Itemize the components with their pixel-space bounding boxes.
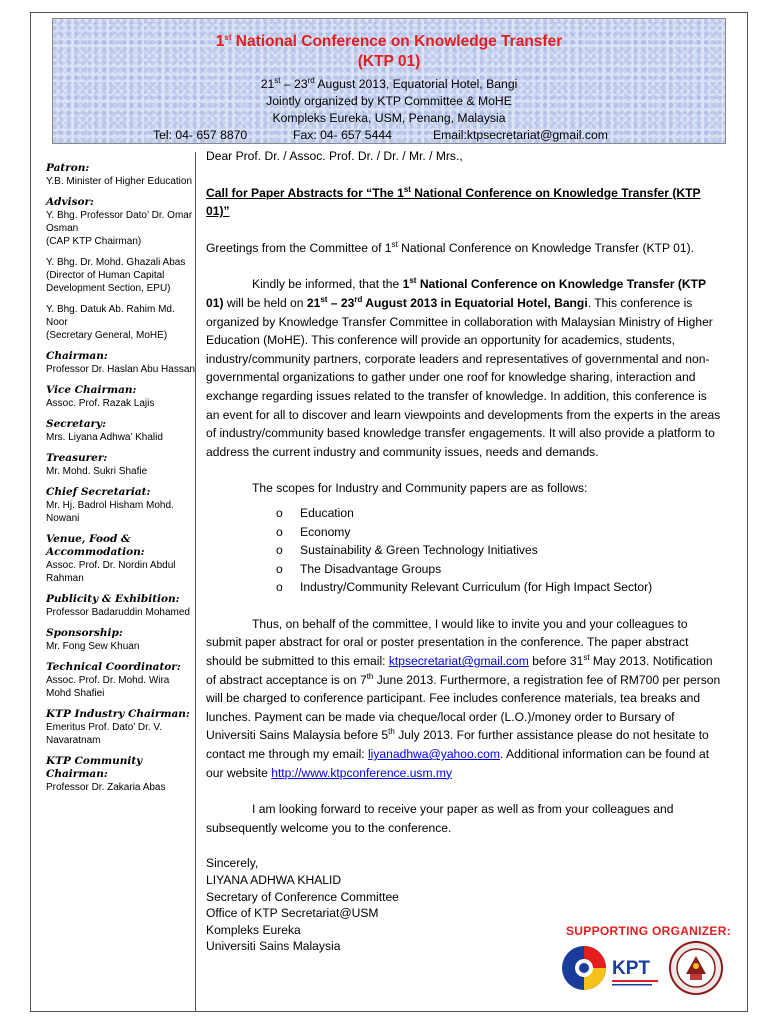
member-name: Emeritus Prof. Dato’ Dr. V. Navaratnam [46,722,162,746]
role-label: Treasurer: [46,452,108,464]
role-label: Secretary: [46,418,107,430]
letter-body [206,147,722,955]
member-name: Assoc. Prof. Dr. Nordin Abdul Rahman [46,560,176,584]
role-label: Technical Coordinator: [46,661,181,673]
scopes-list [206,504,722,597]
list-item: o Economy [276,523,722,542]
sidebar-secretary [46,418,195,444]
member-name: Mr. Fong Sew Khuan [46,641,140,652]
salutation: Dear Prof. Dr. / Assoc. Prof. Dr. / Dr. / Mr. / Mrs., [206,149,463,163]
signatory-building: Kompleks Eureka [206,922,301,937]
signatory-name: LIYANA ADHWA KHALID [206,873,342,887]
sidebar-vice-chairman [46,384,195,410]
sidebar-chief-secretariat [46,486,195,525]
member-name: Y. Bhg. Professor Dato’ Dr. Omar Osman [46,210,193,234]
committee-sidebar [30,152,196,1012]
member-note: (Director of Human Capital Development Section, EPU) [46,270,171,294]
bullet-icon: o [276,505,283,520]
website-link[interactable]: http://www.ktpconference.usm.my [271,765,453,780]
bullet-icon: o [276,561,283,576]
sidebar-advisor [46,196,195,342]
sidebar-community-chairman [46,755,195,794]
sidebar-sponsorship [46,627,195,653]
member-name: Professor Dr. Haslan Abu Hassan [46,364,195,375]
contact-email-link[interactable]: liyanadhwa@yahoo.com [368,747,500,762]
sidebar-industry-chairman [46,708,195,747]
list-item: o Sustainability & Green Technology Initiatives [276,541,722,560]
member-name: Y. Bhg. Dr. Mohd. Ghazali Abas [46,257,186,268]
closing-paragraph: I am looking forward to receive your paper as well as from your colleagues and subsequently welcome you to the conference. [206,802,674,835]
signatory-title: Secretary of Conference Committee [206,889,399,904]
bullet-icon: o [276,543,283,558]
submission-paragraph: Thus, on behalf of the committee, I would like to invite you and your colleagues to submit paper abstract for oral or poster presentation in the conference. The paper abstract should be submitted to this email: ktpsecretariat@gmail.com before 31st May 2013. Notification of abstract acceptance is on 7th June 2013. Furthermore, a registration fee of RM700 per person will be charged to conference participant. Fee includes conference materials, tea breaks and lunches. Payment can be made via cheque/local order (L.O.)/money order to Bursary of Universiti Sains Malaysia before 5th July 2013. For further assistance please do not hesitate to contact me through my email: liyanadhwa@yahoo.com. Additional information can be found at our website http://www.ktpconference.usm.my [206,616,721,780]
member-note: (CAP KTP Chairman) [46,236,142,247]
sidebar-technical [46,661,195,700]
conference-dates: 21st – 23rd August 2013, Equatorial Hotel, Bangi [260,76,518,92]
member-note: (Secretary General, MoHE) [46,330,168,341]
role-label: KTP Industry Chairman: [46,708,190,720]
role-label: Patron: [46,162,90,174]
fax: Fax: 04- 657 5444 [293,128,392,143]
member-name: Y.B. Minister of Higher Education [46,176,193,187]
sidebar-chairman [46,350,195,376]
member-name: Mr. Mohd. Sukri Shafie [46,466,148,477]
member-name: Mrs. Liyana Adhwa’ Khalid [46,432,163,443]
university-seal-icon [668,940,724,996]
greeting-paragraph: Greetings from the Committee of 1st National Conference on Knowledge Transfer (KTP 01). [206,239,694,255]
scopes-intro: The scopes for Industry and Community papers are as follows: [252,481,588,496]
member-name: Mr. Hj. Badrol Hisham Mohd. Nowani [46,500,174,524]
sidebar-patron [46,162,195,188]
role-label: Chairman: [46,350,108,362]
conference-title: 1st National Conference on Knowledge Transfer [215,33,563,51]
signatory-office: Office of KTP Secretariat@USM [206,906,379,921]
sidebar-treasurer [46,452,195,478]
list-item: o Industry/Community Relevant Curriculum (for High Impact Sector) [276,578,722,597]
member-name: Assoc. Prof. Razak Lajis [46,398,155,409]
conference-date-bold: 21st – 23rd August 2013 in Equatorial Hotel, Bangi [306,294,588,310]
list-item: o Education [276,504,722,523]
role-label: Advisor: [46,196,94,208]
kpt-logo [560,942,662,994]
signature-block [206,855,722,955]
closing: Sincerely, [206,856,259,871]
email[interactable]: Email:ktpsecretariat@gmail.com [433,128,608,143]
member-name: Assoc. Prof. Dr. Mohd. Wira Mohd Shafiei [46,675,170,699]
address-line: Kompleks Eureka, USM, Penang, Malaysia [272,111,506,126]
conference-code: (KTP 01) [357,53,421,71]
bullet-icon: o [276,524,283,539]
member-name: Professor Dr. Zakaria Abas [46,782,166,793]
contact-row [53,127,725,144]
role-label: Vice Chairman: [46,384,137,396]
role-label: Venue, Food & Accommodation: [46,533,145,558]
role-label: Publicity & Exhibition: [46,593,180,605]
conference-header [52,18,726,144]
intro-paragraph: Kindly be informed, that the 1st National Conference on Knowledge Transfer (KTP 01) will be held on 21st – 23rd August 2013 in Equatorial Hotel, Bangi. This conference is organized by Knowledge Transfer Committee in collaboration with Malaysian Ministry of Higher Education (MoHE). This conference will provide an opportunity for academics, students, industry/community partners, corporate leaders and representatives of governmental and non-governmental organizations to gather under one roof for knowledge sharing, interaction and exchange regarding issues related to the transfer of knowledge. In addition, this conference is an event for all to discover and learn viewpoints and developments from the experts in the areas of industry/community based knowledge transfer engagements. It will also provide a platform to address the current industry and community issues, needs and demands. [206,276,721,459]
member-name: Y. Bhg. Datuk Ab. Rahim Md. Noor [46,304,175,328]
member-name: Professor Badaruddin Mohamed [46,607,190,618]
sidebar-venue [46,533,195,585]
signatory-university: Universiti Sains Malaysia [206,939,341,954]
role-label: Chief Secretariat: [46,486,151,498]
organizers-line: Jointly organized by KTP Committee & MoHE [266,94,512,109]
role-label: Sponsorship: [46,627,123,639]
role-label: KTP Community Chairman: [46,755,143,780]
list-item: o The Disadvantage Groups [276,560,722,579]
conference-name-bold: 1st National Conference on Knowledge Transfer (KTP 01) [206,276,706,310]
kpt-logo-text: KPT [612,958,650,979]
letter-subject: Call for Paper Abstracts for “The 1st National Conference on Knowledge Transfer (KTP 01)” [206,184,701,219]
sidebar-publicity [46,593,195,619]
telephone: Tel: 04- 657 8870 [153,128,248,143]
bullet-icon: o [276,580,283,595]
secretariat-email-link[interactable]: ktpsecretariat@gmail.com [388,654,529,669]
supporting-organizer-label: SUPPORTING ORGANIZER: [566,924,731,938]
